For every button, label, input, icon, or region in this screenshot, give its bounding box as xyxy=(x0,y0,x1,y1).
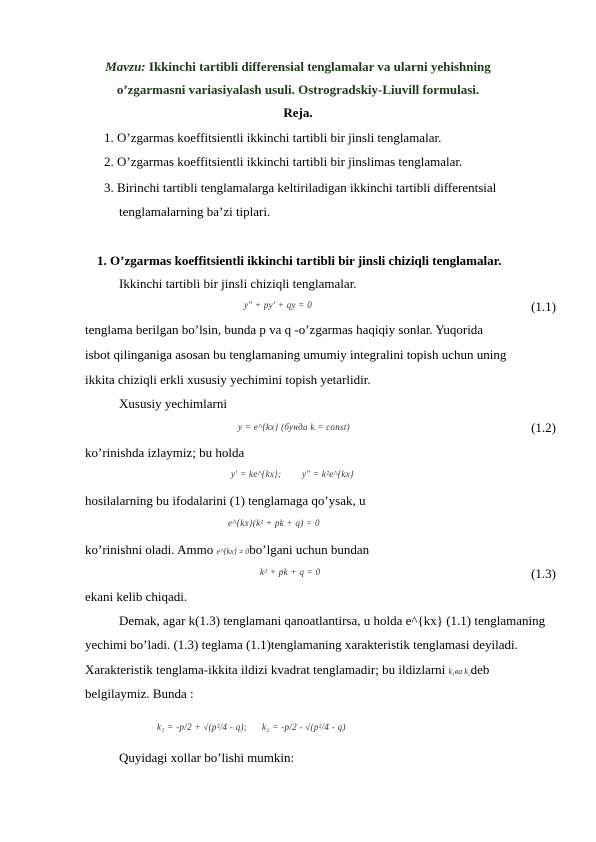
equation-number-1-2: (1.2) xyxy=(531,420,556,435)
title-line-1 xyxy=(0,59,596,75)
equation-substituted: e^{kx}(k² + pk + q) = 0 xyxy=(228,518,320,528)
reja-item-3-cont: tenglamalarning ba’zi tiplari. xyxy=(119,204,271,219)
equation-1-2: y = e^{kx} (бунда k = const) xyxy=(238,422,350,432)
paragraph-1-line-1: tenglama berilgan bo’lsin, bunda p va q -o’zgarmas haqiqiy sonlar. Yuqorida xyxy=(85,322,484,337)
reja-item-2: 2. O’zgarmas koeffitsientli ikkinchi tartibli bir jinslimas tenglamalar. xyxy=(104,154,463,169)
paragraph-5-end: bo’lgani uchun bundan xyxy=(249,542,370,557)
intro-text: Ikkinchi tartibli bir jinsli chiziqli tenglamalar. xyxy=(119,276,357,291)
paragraph-2: Xususiy yechimlarni xyxy=(119,396,227,411)
inline-equation-nonzero: e^{kx} ≠ 0 xyxy=(216,547,250,556)
paragraph-8: Quyidagi xollar bo’lishi mumkin: xyxy=(119,750,295,765)
equation-number-1-3: (1.3) xyxy=(531,566,556,581)
paragraph-4: hosilalarning bu ifodalarini (1) tenglamaga qo’ysak, u xyxy=(85,493,366,508)
paragraph-1-line-3: ikkita chiziqli erkli xususiy yechimini topish yetarlidir. xyxy=(85,372,371,387)
reja-item-3: 3. Birinchi tartibli tenglamalarga keltiriladigan ikkinchi tartibli differentsial xyxy=(104,180,497,195)
paragraph-7-line-3 xyxy=(85,662,489,680)
paragraph-1-line-2: isbot qilinganiga asosan bu tenglamaning umumiy integralini topish uchun uning xyxy=(85,347,507,362)
section-heading: 1. O’zgarmas koeffitsientli ikkinchi tartibli bir jinsli chiziqli tenglamalar. xyxy=(97,253,502,268)
paragraph-7-line-2: yechimi bo’ladi. (1.3) teglama (1.1)tenglamaning xarakteristik tenglamasi deyiladi. xyxy=(85,637,518,652)
equation-number-1-1: (1.1) xyxy=(531,299,556,314)
title-text-1: Ikkinchi tartibli differensial tenglamalar va ularni yehishning xyxy=(148,59,491,74)
equation-1-3: k² + pk + q = 0 xyxy=(260,567,321,577)
paragraph-7-line-3-start: Xarakteristik tenglama-ikkita ildizi kvadrat tenglamadir; bu ildizlarni xyxy=(85,662,446,677)
inline-equation-roots: k₁ва k₂ xyxy=(448,667,471,676)
equation-1-1: y" + py' + qy = 0 xyxy=(244,300,313,310)
mavzu-label: Mavzu: xyxy=(105,59,146,74)
paragraph-7-line-3-end: deb xyxy=(470,662,490,677)
equation-derivative-2: y" = k²e^{kx} xyxy=(302,469,354,479)
title-line-2: o’zgarmasni variasiyalash usuli. Ostrogradskiy-Liuvill formulasi. xyxy=(116,82,480,97)
paragraph-7-line-4: belgilaymiz. Bunda : xyxy=(85,686,194,701)
reja-item-1: 1. O’zgarmas koeffitsientli ikkinchi tartibli bir jinsli tenglamalar. xyxy=(104,130,442,145)
paragraph-3: ko’rinishda izlaymiz; bu holda xyxy=(85,445,245,460)
equation-root-k2: k₂ = -p/2 - √(p²/4 - q) xyxy=(262,722,346,732)
equation-root-k1: k₁ = -p/2 + √(p²/4 - q); xyxy=(157,722,248,732)
equation-derivative-1: y' = ke^{kx}; xyxy=(231,469,282,479)
paragraph-7-line-1: Demak, agar k(1.3) tenglamani qanoatlantirsa, u holda e^{kx} (1.1) tenglamaning xyxy=(119,613,546,628)
paragraph-5-start: ko’rinishni oladi. Ammo xyxy=(85,542,214,557)
paragraph-5 xyxy=(85,542,369,560)
reja-heading: Reja. xyxy=(283,105,313,120)
paragraph-6: ekani kelib chiqadi. xyxy=(85,589,188,604)
